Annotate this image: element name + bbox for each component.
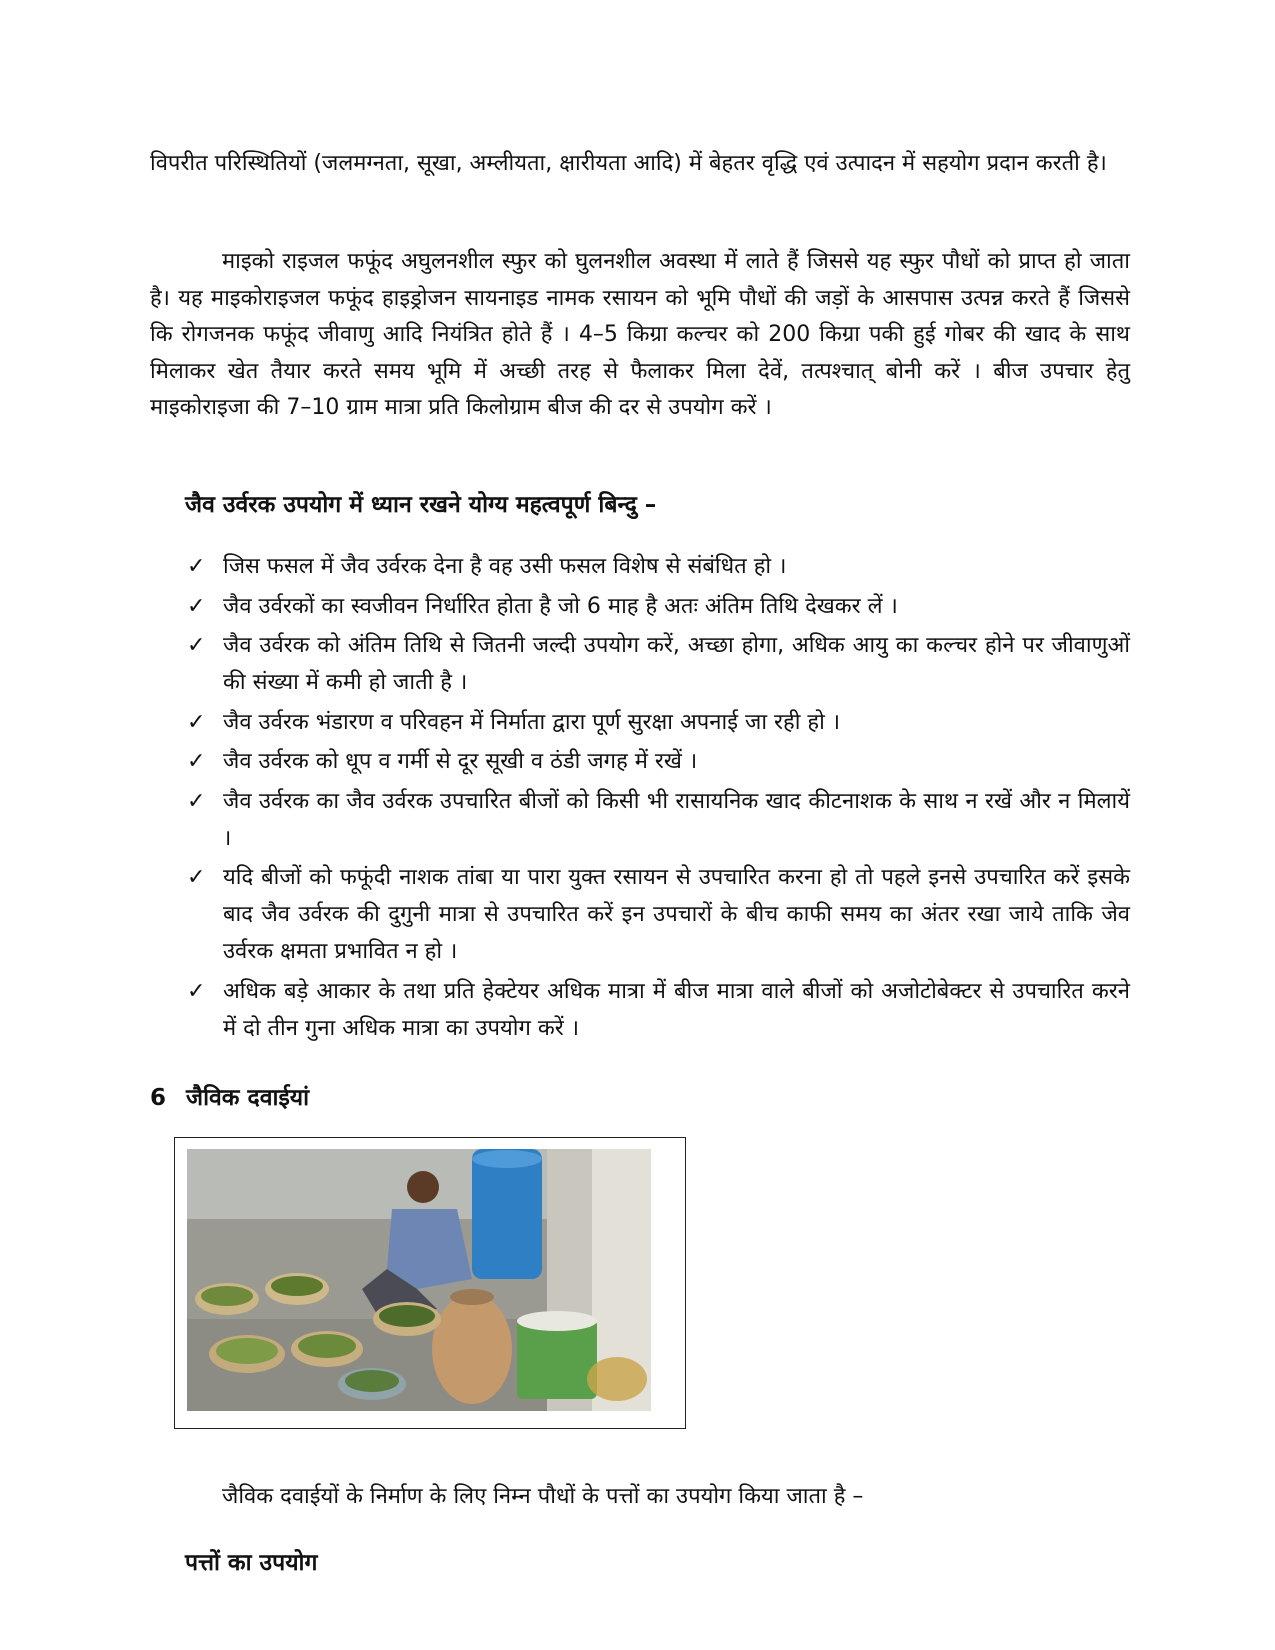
section-title: जैविक दवाईयां <box>186 1085 310 1111</box>
photo-leaf-preparation <box>187 1149 651 1411</box>
list-item-text: जैव उर्वरक को धूप व गर्मी से दूर सूखी व ठंडी जगह में रखें । <box>223 749 698 774</box>
list-item <box>185 548 1130 585</box>
check-icon: ✓ <box>187 749 206 774</box>
check-icon: ✓ <box>187 709 206 735</box>
list-item-text: अधिक बड़े आकार के तथा प्रति हेक्टेयर अधिक मात्रा में बीज मात्रा वाले बीजों को अजोटोबेक्टर से उपचारित करने में दो तीन गुना अधिक मात्रा का उपयोग करें । <box>223 978 1130 1041</box>
points-list <box>185 548 1130 1049</box>
leaves-heading: पत्तों का उपयोग <box>185 1550 318 1576</box>
check-icon: ✓ <box>187 554 206 579</box>
check-icon: ✓ <box>187 978 206 1004</box>
list-item <box>185 704 1130 741</box>
section-number: 6 <box>150 1085 167 1111</box>
paragraph-leaves-intro: जैविक दवाईयों के निर्माण के लिए निम्न पौधों के पत्तों का उपयोग किया जाता है – <box>222 1484 864 1509</box>
list-item <box>185 627 1130 701</box>
list-item-text: जैव उर्वरकों का स्वजीवन निर्धारित होता है जो 6 माह है अतः अंतिम तिथि देखकर लें । <box>223 593 898 619</box>
check-icon: ✓ <box>187 788 206 814</box>
points-heading: जैव उर्वरक उपयोग में ध्यान रखने योग्य महत्वपूर्ण बिन्दु – <box>185 492 657 518</box>
check-icon: ✓ <box>187 865 206 890</box>
paragraph-mycorrhiza: माइको राइजल फफूंद अघुलनशील स्फुर को घुलनशील अवस्था में लाते हैं जिससे यह स्फुर पौधों को प्राप्त हो जाता है। यह माइकोराइजल फफूंद हाइड्रोजन सायनाइड नामक रसायन को भूमि पौधों की जड़ों के आसपास उत्पन्न करते हैं जिससे कि रोगजनक फफूंद जीवाणु आदि नियंत्रित होते हैं । 4–5 किग्रा कल्चर को 200 किग्रा पकी हुई गोबर की खाद के साथ मिलाकर खेत तैयार करते समय भूमि में अच्छी तरह से फैलाकर मिला देवें, तत्पश्चात् बोनी करें । बीज उपचार हेतु माइकोराइजा की 7–10 ग्राम मात्रा प्रति किलोग्राम बीज की दर से उपयोग करें । <box>150 249 1130 420</box>
list-item-text: जैव उर्वरक भंडारण व परिवहन में निर्माता द्वारा पूर्ण सुरक्षा अपनाई जा रही हो । <box>223 709 841 735</box>
photo-frame <box>174 1137 686 1429</box>
list-item <box>185 588 1130 625</box>
list-item <box>185 743 1130 780</box>
list-item-text: जैव उर्वरक को अंतिम तिथि से जितनी जल्दी उपयोग करें, अच्छा होगा, अधिक आयु का कल्चर होने पर जीवाणुओं की संख्या में कमी हो जाती है । <box>223 633 1130 695</box>
check-icon: ✓ <box>187 593 206 619</box>
list-item-text: जिस फसल में जैव उर्वरक देना है वह उसी फसल विशेष से संबंधित हो । <box>223 554 787 579</box>
list-item <box>185 859 1130 970</box>
list-item-text: यदि बीजों को फफूंदी नाशक तांबा या पारा युक्त रसायन से उपचारित करना हो तो पहले इनसे उपचारित करें इसके बाद जैव उर्वरक की दुगुनी मात्रा से उपचारित करें इन उपचारों के बीच काफी समय का अंतर रखा जाये ताकि जेव उर्वरक क्षमता प्रभावित न हो । <box>223 865 1130 964</box>
paragraph-conditions: विपरीत परिस्थितियों (जलमग्नता, सूखा, अम्लीयता, क्षारीयता आदि) में बेहतर वृद्धि एवं उत्पादन में सहयोग प्रदान करती है। <box>150 151 1107 176</box>
list-item <box>185 973 1130 1047</box>
list-item <box>185 783 1130 857</box>
section-heading <box>150 1083 309 1113</box>
list-item-text: जैव उर्वरक का जैव उर्वरक उपचारित बीजों को किसी भी रासायनिक खाद कीटनाशक के साथ न रखें और न मिलायें । <box>223 788 1130 851</box>
check-icon: ✓ <box>187 633 206 658</box>
